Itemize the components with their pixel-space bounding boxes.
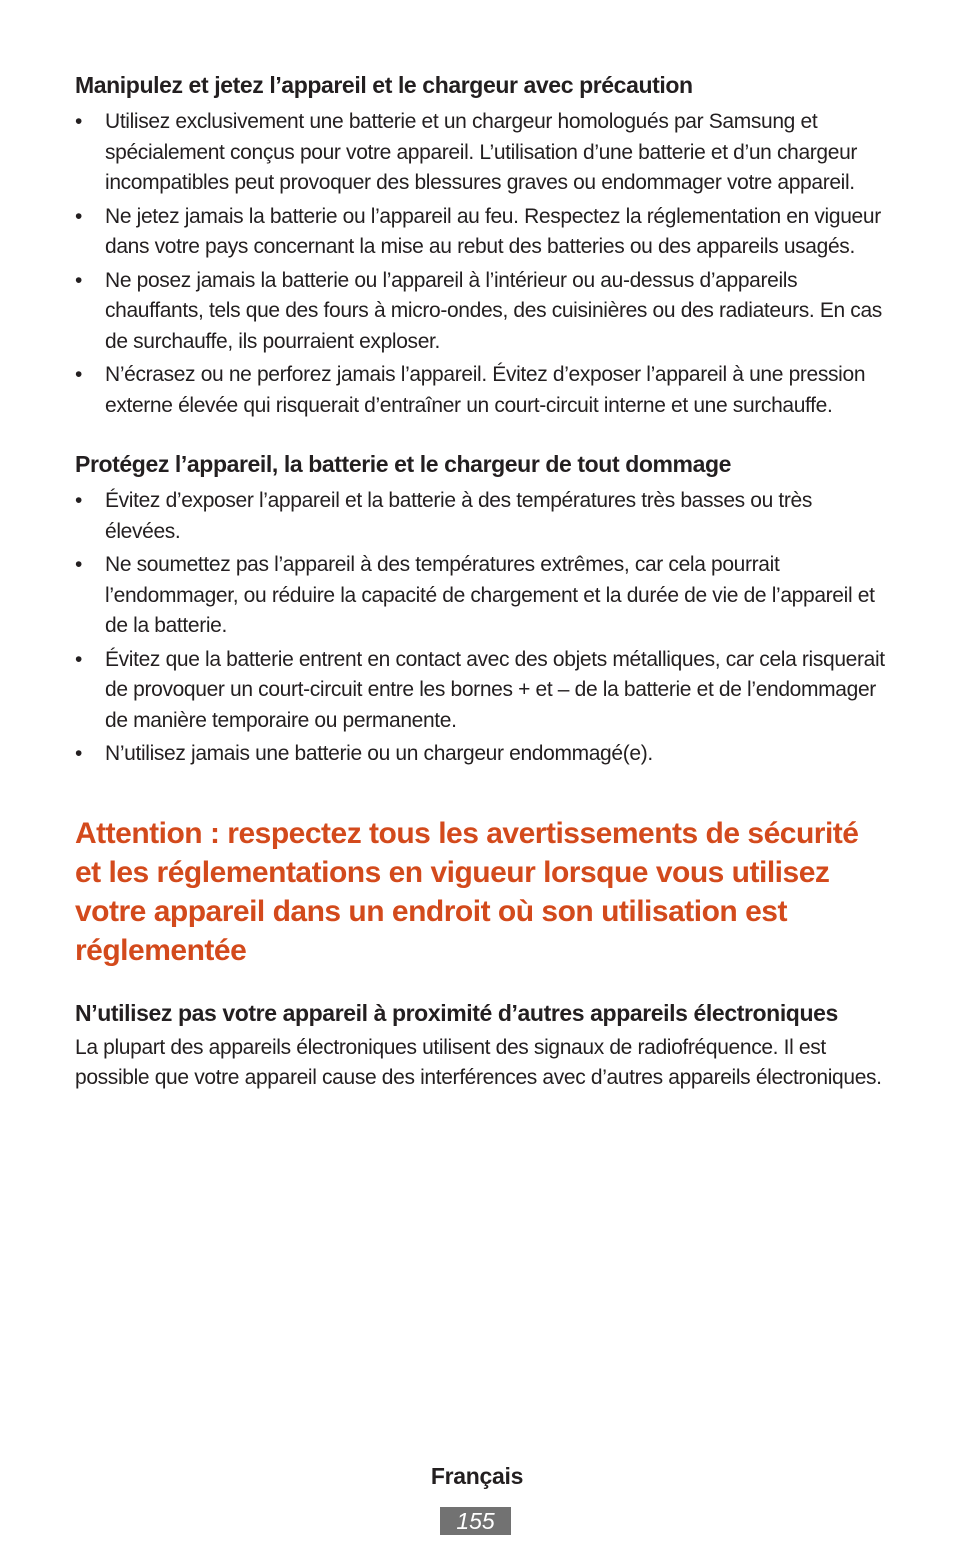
section-handle-dispose: [75, 70, 887, 421]
page-number-badge: 155: [440, 1507, 511, 1535]
bullet-icon: •: [75, 553, 83, 576]
bullet-list: [75, 486, 887, 770]
footer-language: Français: [430, 1463, 524, 1489]
section-heading: Protégez l’appareil, la batterie et le chargeur de tout dommage: [75, 451, 732, 477]
list-item: [75, 739, 887, 770]
page-content: [75, 70, 887, 1094]
list-item-text: N’écrasez ou ne perforez jamais l’appareil. Évitez d’exposer l’appareil à une pression externe élevée qui risquerait d’entraîner un court-circuit interne et une surchauffe.: [105, 363, 866, 417]
list-item: [75, 266, 887, 358]
list-item-text: Ne posez jamais la batterie ou l’appareil à l’intérieur ou au-dessus d’appareils chauffants, tels que des fours à micro-ondes, des cuisinières ou des radiateurs. En cas de surchauffe, ils pourraient exploser.: [105, 268, 882, 353]
bullet-icon: •: [75, 110, 83, 133]
list-item: [75, 645, 887, 737]
list-item: [75, 486, 887, 547]
warning-heading: Attention : respectez tous les avertissements de sécurité et les réglementations en vigueur lorsque vous utilisez votre appareil dans un endroit où son utilisation est réglementée: [75, 816, 859, 967]
list-item-text: N’utilisez jamais une batterie ou un chargeur endommagé(e).: [105, 742, 653, 765]
list-item: [75, 202, 887, 263]
list-item-text: Ne soumettez pas l’appareil à des températures extrêmes, car cela pourrait l’endommager, ou réduire la capacité de chargement et la durée de vie de l’appareil et de la batterie.: [105, 553, 875, 637]
bullet-icon: •: [75, 742, 83, 765]
body-paragraph: La plupart des appareils électroniques utilisent des signaux de radiofréquence. Il est possible que votre appareil cause des interférences avec d’autres appareils électroniques.: [75, 1035, 882, 1089]
list-item-text: Utilisez exclusivement une batterie et un chargeur homologués par Samsung et spécialement conçus pour votre appareil. L’utilisation d’une batterie et d’un chargeur incompatibles peut provoquer des blessures graves ou endommager votre appareil.: [105, 110, 858, 194]
bullet-icon: •: [75, 268, 83, 292]
list-item: [75, 550, 887, 642]
bullet-icon: •: [75, 363, 83, 386]
list-item-text: Évitez d’exposer l’appareil et la batterie à des températures très basses ou très élevées.: [105, 489, 813, 543]
list-item-text: Ne jetez jamais la batterie ou l’appareil au feu. Respectez la réglementation en vigueur dans votre pays concernant la mise au rebut des batteries ou des appareils usagés.: [105, 204, 881, 258]
list-item: [75, 360, 887, 421]
bullet-icon: •: [75, 204, 83, 228]
section-protect-device: [75, 449, 887, 770]
section-electronic-devices: [75, 998, 887, 1094]
section-heading: N’utilisez pas votre appareil à proximité d’autres appareils électroniques: [75, 999, 838, 1026]
section-heading: Manipulez et jetez l’appareil et le chargeur avec précaution: [75, 72, 693, 98]
bullet-icon: •: [75, 489, 83, 512]
bullet-icon: •: [75, 647, 83, 671]
list-item: [75, 107, 887, 199]
bullet-list: [75, 107, 887, 421]
list-item-text: Évitez que la batterie entrent en contact avec des objets métalliques, car cela risquerait de provoquer un court-circuit entre les bornes + et – de la batterie et de l’endommager de manière temporaire ou permanente.: [105, 647, 885, 732]
